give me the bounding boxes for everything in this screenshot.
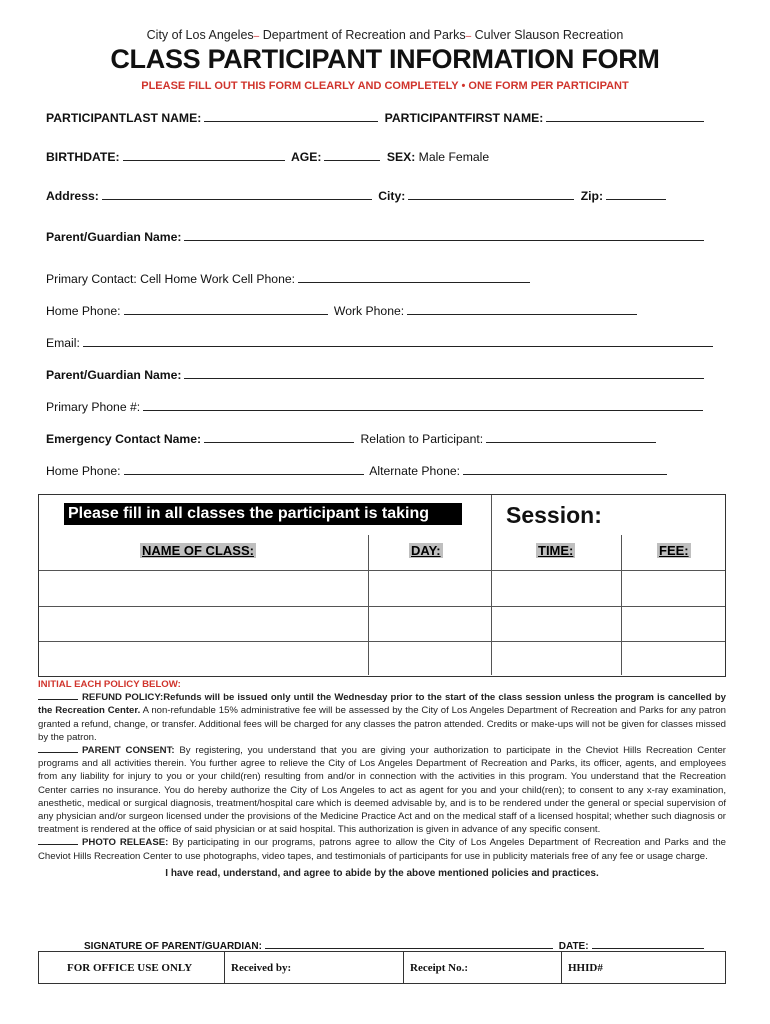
photo-release <box>38 836 726 862</box>
refund-initial-field[interactable] <box>38 691 78 700</box>
class-fee-cell[interactable] <box>622 571 725 607</box>
org-department: Department of Recreation and Parks <box>262 28 466 42</box>
session-label: Session: <box>506 502 602 528</box>
alt-phone-row <box>46 463 726 478</box>
form-subtitle: PLEASE FILL OUT THIS FORM CLEARLY AND COMPLETELY • ONE FORM PER PARTICIPANT <box>141 80 629 92</box>
class-time-cell[interactable] <box>492 642 622 675</box>
consent-title: PARENT CONSENT: <box>82 745 175 757</box>
relation-label: Relation to Participant: <box>360 432 484 446</box>
first-name-label: PARTICIPANTFIRST NAME: <box>384 111 544 125</box>
guardian2-row <box>46 367 726 382</box>
signature-label: SIGNATURE OF PARENT/GUARDIAN: <box>84 941 262 952</box>
form-title: CLASS PARTICIPANT INFORMATION FORM <box>110 44 660 74</box>
emergency-contact-field[interactable] <box>204 431 354 443</box>
refund-policy <box>38 691 726 744</box>
email-row <box>46 335 726 350</box>
zip-field[interactable] <box>606 188 666 200</box>
email-label: Email: <box>46 336 80 350</box>
class-name-cell[interactable] <box>39 571 369 607</box>
cell-phone-field[interactable] <box>298 271 530 283</box>
received-by-label: Received by: <box>225 952 404 983</box>
agreement-statement: I have read, understand, and agree to abide by the above mentioned policies and practices. <box>165 867 599 879</box>
email-field[interactable] <box>83 335 713 347</box>
home-phone-field[interactable] <box>124 303 328 315</box>
class-fee-cell[interactable] <box>622 642 725 675</box>
consent-text: By registering, you understand that you are giving your authorization to participate in the Cheviot Hills Recreation Center programs and all activities therein. You further agree to relieve the City of Los Angeles Department of Recreation and Parks, its officer, agents, and employees from any liability for injury to you or your child(ren) resulting from and/or in connection with the activities in this program. You understand that the Recreation Center carries no insurance. You do hereby authorize the City of Los Angeles to act as agent for you and your child(ren); to consent to any x-ray examination, anesthetic, medical or surgical diagnosis, treatment/hospital care which is deemed advisable by, and is to be rendered under the general or special supervision of any physician and/or surgeon licensed under the provisions of the Medicine Practice Act and on the medical staff of a licensed hospital; whether such diagnosis or treatment is rendered at the office of said physician or at said hospital. This authorization is given in advance of any specific consent. <box>38 745 727 836</box>
address-label: Address: <box>46 189 99 203</box>
last-name-field[interactable] <box>204 110 378 122</box>
first-name-field[interactable] <box>546 110 704 122</box>
hhid-label: HHID# <box>568 962 603 974</box>
primary-contact-row <box>46 271 726 286</box>
city-label: City: <box>378 189 406 203</box>
age-field[interactable] <box>324 149 380 161</box>
org-separator: – <box>253 31 260 42</box>
office-use-box <box>38 951 726 984</box>
receipt-no-label: Receipt No.: <box>404 952 562 983</box>
guardian2-name-field[interactable] <box>184 367 704 379</box>
org-separator: – <box>465 31 472 42</box>
birthdate-field[interactable] <box>123 149 285 161</box>
emergency-row <box>46 431 726 446</box>
primary-contact-label: Primary Contact: Cell Home Work Cell Phone: <box>46 272 296 286</box>
class-day-cell[interactable] <box>369 571 492 607</box>
relation-field[interactable] <box>486 431 656 443</box>
birthdate-label: BIRTHDATE: <box>46 150 120 164</box>
class-name-cell[interactable] <box>39 607 369 642</box>
home-phone2-field[interactable] <box>124 463 364 475</box>
date-label: DATE: <box>558 941 589 952</box>
class-time-cell[interactable] <box>492 571 622 607</box>
col-name-of-class: NAME OF CLASS: <box>142 543 254 558</box>
org-city: City of Los Angeles <box>146 28 254 42</box>
primary-phone-field[interactable] <box>143 399 703 411</box>
work-phone-field[interactable] <box>407 303 637 315</box>
class-time-cell[interactable] <box>492 607 622 642</box>
col-fee: FEE: <box>659 543 689 558</box>
col-day: DAY: <box>411 543 441 558</box>
photo-initial-field[interactable] <box>38 836 78 845</box>
photo-title: PHOTO RELEASE: <box>82 837 169 849</box>
signature-field[interactable] <box>265 940 553 949</box>
primary-phone-label: Primary Phone #: <box>46 400 141 414</box>
work-phone-label: Work Phone: <box>333 304 405 318</box>
address-field[interactable] <box>102 188 372 200</box>
phone-row <box>46 303 726 318</box>
class-fee-cell[interactable] <box>622 607 725 642</box>
sex-label: SEX: <box>386 150 416 164</box>
initial-policy-heading: INITIAL EACH POLICY BELOW: <box>38 679 181 690</box>
col-time: TIME: <box>538 543 574 558</box>
consent-initial-field[interactable] <box>38 744 78 753</box>
refund-text: A non-refundable 15% administrative fee will be assessed by the City of Los Angeles Department of Recreation and Parks for any patron granted a refund, change, or transfer. Additional fees will be charged for any classes the patron attended. Credits or make-ups will not be given for classes missed by the patron. <box>38 705 726 743</box>
alt-phone-label: Alternate Phone: <box>369 464 461 478</box>
sex-options[interactable]: Male Female <box>418 150 490 164</box>
policies-section <box>38 678 726 880</box>
zip-label: Zip: <box>580 189 604 203</box>
refund-title: REFUND POLICY: <box>82 692 164 704</box>
last-name-label: PARTICIPANTLAST NAME: <box>46 111 202 125</box>
photo-text: By participating in our programs, patrons agree to allow the City of Los Angeles Department of Recreation and Parks and the Cheviot Hills Recreation Center to use photographs, video tapes, and testimonials of participants for use in publicity materials free of any fee or usage charge. <box>38 837 726 862</box>
guardian-name-field[interactable] <box>184 229 704 241</box>
city-field[interactable] <box>408 188 574 200</box>
address-row <box>46 188 726 203</box>
guardian-row <box>46 229 726 244</box>
classes-banner: Please fill in all classes the participant is taking <box>64 503 462 525</box>
parent-consent <box>38 744 726 836</box>
refund-bold-text: Refunds will be issued only until the Wednesday prior to the start of the class session unless the program is cancelled by the Recreation Center. <box>38 692 726 717</box>
birth-row <box>46 149 726 164</box>
class-day-cell[interactable] <box>369 642 492 675</box>
class-name-cell[interactable] <box>39 642 369 675</box>
class-day-cell[interactable] <box>369 607 492 642</box>
office-use-label: FOR OFFICE USE ONLY <box>39 952 225 983</box>
date-field[interactable] <box>592 940 704 949</box>
home-phone-label: Home Phone: <box>46 304 121 318</box>
guardian2-name-label: Parent/Guardian Name: <box>46 368 182 382</box>
organization-line <box>0 28 770 42</box>
home-phone2-label: Home Phone: <box>46 464 121 478</box>
guardian-name-label: Parent/Guardian Name: <box>46 230 182 244</box>
alt-phone-field[interactable] <box>463 463 667 475</box>
age-label: AGE: <box>290 150 322 164</box>
emergency-contact-label: Emergency Contact Name: <box>46 432 202 446</box>
name-row <box>46 110 726 125</box>
primary-phone-row <box>46 399 726 414</box>
org-center: Culver Slauson Recreation <box>474 28 624 42</box>
